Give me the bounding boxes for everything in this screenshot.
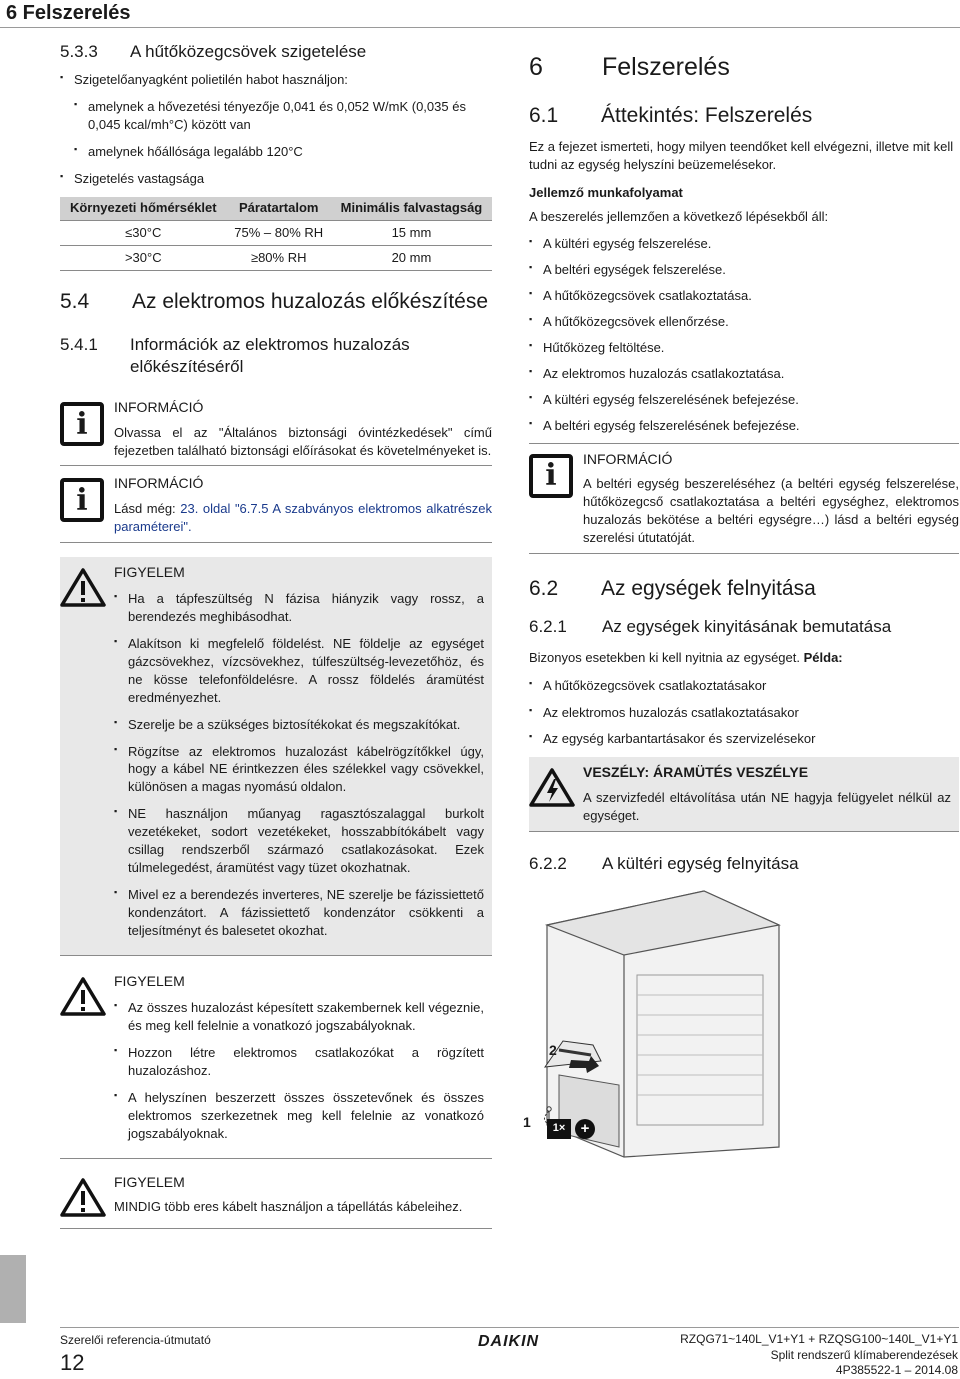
- section-title: A kültéri egység felnyitása: [602, 853, 799, 873]
- footer-models: RZQG71~140L_V1+Y1 + RZQSG100~140L_V1+Y1: [680, 1332, 958, 1346]
- table-row: [60, 221, 492, 246]
- danger-box: [529, 757, 959, 831]
- table-cell: 15 mm: [331, 221, 492, 246]
- section-number: 5.3.3: [60, 42, 98, 61]
- list-item: ▪ A hűtőközegcsövek csatlakoztatásakor: [529, 677, 959, 695]
- electric-hazard-icon: [529, 767, 575, 807]
- footer-model-info: [680, 1332, 958, 1379]
- note-text: Olvassa el az "Általános biztonsági óvintézkedések" című fejezetben található biztonsági előírásokat és követelményeket is.: [114, 424, 492, 458]
- table-header: Környezeti hőmérséklet: [60, 197, 227, 220]
- section-title: Áttekintés: Felszerelés: [601, 103, 813, 127]
- danger-title: VESZÉLY: ÁRAMÜTÉS VESZÉLYE: [583, 764, 809, 781]
- danger-text: A szervizfedél eltávolítása után NE hagyja felügyelet nélkül az egységet.: [583, 789, 951, 823]
- page-number: 12: [60, 1350, 85, 1375]
- section-number: 6.2: [529, 577, 559, 600]
- list-item: ▪ Szerelje be a szükséges biztosítékokat és megszakítókat.: [114, 716, 484, 734]
- warning-triangle-icon: [60, 976, 106, 1016]
- section-5-4-heading: [60, 289, 492, 314]
- info-icon: i: [60, 402, 104, 446]
- table-header: Páratartalom: [227, 197, 331, 220]
- open-cases-list: [529, 677, 959, 749]
- chapter-side-tab: [0, 1255, 26, 1323]
- info-note-2: [60, 468, 492, 542]
- list-item: ▪ A kültéri egység felszerelése.: [529, 235, 959, 253]
- table-header: Minimális falvastagság: [331, 197, 492, 220]
- screwdriver-plus-icon: +: [575, 1119, 595, 1139]
- list-item: ▪ amelynek a hővezetési tényezője 0,041 és 0,052 W/mK (0,035 és 0,045 kcal/mh°C) között van: [74, 98, 492, 134]
- table-cell: >30°C: [60, 245, 227, 270]
- section-title: A hűtőközegcsövek szigetelése: [130, 42, 367, 61]
- warning-title: FIGYELEM: [114, 1173, 185, 1190]
- warning-triangle-icon: [60, 567, 106, 607]
- table-row: [60, 245, 492, 270]
- warning-list: [114, 590, 484, 940]
- table-cell: 75% – 80% RH: [227, 221, 331, 246]
- list-item: ▪ Rögzítse az elektromos huzalozást kábelrögzítőkkel úgy, hogy a kábel NE érintkezzen éles szélekkel vagy csövekkel, különösen a magas nyomású oldalon.: [114, 743, 484, 797]
- list-item: ▪ Mivel ez a berendezés inverteres, NE szerelje be fázissiettető kondenzátort. A fázissiettető kondenzátor csökkenti a teljesítményt és balesetet okozhat.: [114, 886, 484, 940]
- figure-label-1: 1: [523, 1114, 531, 1131]
- list-item: ▪ NE használjon műanyag ragasztószalaggal burkolt vezetékeket, sodort vezetékeket, hosszabbítókábelt vagy csillag rendszerből származó csatlakozásokat. Ezek túlmelegedést, áramütést vagy tüzet okozhatnak.: [114, 805, 484, 877]
- section-number: 5.4.1: [60, 335, 98, 355]
- table-cell: ≤30°C: [60, 221, 227, 246]
- list-item: ▪ Alakítson ki megfelelő földelést. NE földelje az egységet gázcsövekhez, vízcsövekhez, túlfeszültség-levezetőhöz, és ne kösse telefonföldelésre. A rossz földelés áramütést eredményezhet.: [114, 635, 484, 707]
- section-5-3-3-heading: [60, 40, 492, 63]
- info-icon: i: [529, 454, 573, 498]
- note-prefix: Lásd még:: [114, 500, 181, 516]
- section-title: Felszerelés: [602, 53, 730, 81]
- warning-text: MINDIG több eres kábelt használjon a tápellátás kábeleihez.: [114, 1199, 463, 1215]
- section-6-2-1-heading: [529, 615, 959, 638]
- list-item: ▪ Szigetelés vastagsága: [60, 170, 492, 188]
- list-item: ▪ Hozzon létre elektromos csatlakozókat a rögzített huzalozáshoz.: [114, 1044, 484, 1080]
- warning-box-3: [60, 1167, 492, 1229]
- quantity-badge: 1×: [547, 1119, 571, 1139]
- table-header-row: [60, 197, 492, 220]
- list-item: ▪ Szigetelőanyagként polietilén habot használjon:: [60, 71, 492, 89]
- note-title: INFORMÁCIÓ: [114, 399, 204, 416]
- list-item: ▪ A kültéri egység felszerelésének befejezése.: [529, 391, 959, 409]
- footer-doc-number: 4P385522-1 – 2014.08: [835, 1363, 958, 1378]
- right-column: [523, 46, 959, 1165]
- workflow-steps-list: [529, 235, 959, 435]
- section-number: 6.2.1: [529, 617, 567, 637]
- section-5-4-1-heading: [60, 334, 492, 378]
- section-6-2-2-heading: [529, 852, 959, 875]
- warning-title: FIGYELEM: [114, 972, 185, 989]
- section-number: 6.2.2: [529, 853, 567, 873]
- info-note-right: [529, 443, 959, 554]
- section-title: Az egységek kinyitásának bemutatása: [602, 617, 892, 637]
- warning-list: [114, 999, 484, 1143]
- list-item: ▪ Az elektromos huzalozás csatlakoztatásakor: [529, 704, 959, 722]
- warning-box-2: [60, 966, 492, 1159]
- info-note-1: [60, 392, 492, 466]
- daikin-logo: [478, 1331, 539, 1353]
- section-number: 6: [529, 53, 543, 81]
- figure-label-2: 2: [549, 1042, 557, 1059]
- open-paragraph: [529, 649, 959, 667]
- table-cell: 20 mm: [331, 245, 492, 270]
- list-item: ▪ Az elektromos huzalozás csatlakoztatása.: [529, 365, 959, 383]
- list-item: ▪ A helyszínen beszerzett összes összetevőnek és összes elektromos szerkezetnek meg kell felelnie az vonatkozó jogszabályoknak.: [114, 1089, 484, 1143]
- list-item: ▪ A beltéri egységek felszerelése.: [529, 261, 959, 279]
- page-header: [0, 0, 960, 28]
- workflow-title: Jellemző munkafolyamat: [529, 184, 683, 200]
- list-item: ▪ amelynek hőállósága legalább 120°C: [74, 143, 492, 161]
- section-number: 6.1: [529, 103, 559, 127]
- section-6-1-heading: [529, 103, 959, 128]
- insulation-list-2: [60, 170, 492, 188]
- section-title: Az egységek felnyitása: [601, 577, 816, 600]
- warning-box-1: [60, 557, 492, 956]
- cross-reference-link[interactable]: 23. oldal "6.7.5 A szabványos elektromos alkatrészek paraméterei".: [114, 500, 492, 534]
- list-item: ▪ A hűtőközegcsövek ellenőrzése.: [529, 313, 959, 331]
- footer-product-type: Split rendszerű klímaberendezések: [770, 1347, 958, 1362]
- section-title: Információk az elektromos huzalozás előkészítéséről: [130, 335, 410, 377]
- chapter-6-heading: [529, 50, 959, 85]
- table-cell: ≥80% RH: [227, 245, 331, 270]
- list-item: ▪ A beltéri egység felszerelésének befejezése.: [529, 417, 959, 435]
- note-text: A beltéri egység beszereléséhez (a beltéri egység felszerelése, hűtőközegcső csatlakoztatása a beltéri egységhez, elektromos huzalozás bekötése a beltéri egységre…) lásd a beltéri egység szerelési útutatóját.: [583, 476, 959, 546]
- list-item: ▪ Ha a tápfeszültség N fázisa hiányzik vagy rossz, a berendezés meghibásodhat.: [114, 590, 484, 626]
- section-title: Az elektromos huzalozás előkészítése: [132, 289, 489, 313]
- list-item: ▪ Az összes huzalozást képesített szakembernek kell végeznie, és meg kell felelnie a vonatkozó jogszabályoknak.: [114, 999, 484, 1035]
- warning-triangle-icon: [60, 1177, 106, 1217]
- example-label: Példa:: [803, 649, 843, 665]
- list-item: ▪ A hűtőközegcsövek csatlakoztatása.: [529, 287, 959, 305]
- note-title: INFORMÁCIÓ: [583, 450, 673, 467]
- insulation-sublist: [74, 98, 492, 161]
- intro-paragraph: Ez a fejezet ismerteti, hogy milyen teendőket kell elvégezni, illetve mit kell tudni az egység helyszíni beüzemelésekor.: [529, 138, 954, 172]
- section-6-2-heading: [529, 576, 959, 601]
- footer-divider: [60, 1327, 959, 1328]
- section-number: 5.4: [60, 289, 90, 313]
- insulation-list: [60, 71, 492, 89]
- warning-title: FIGYELEM: [114, 563, 185, 580]
- insulation-thickness-table: [60, 197, 492, 271]
- left-column: [60, 40, 492, 1237]
- open-text: Bizonyos esetekben ki kell nyitnia az egységet.: [529, 649, 800, 665]
- outdoor-unit-illustration: [529, 885, 809, 1165]
- workflow-intro: A beszerelés jellemzően a következő lépésekből áll:: [529, 208, 829, 224]
- logo-text: DAIKIN: [478, 1333, 540, 1350]
- info-icon: i: [60, 478, 104, 522]
- list-item: ▪ Az egység karbantartásakor és szervizelésekor: [529, 730, 959, 748]
- outdoor-unit-figure: [523, 885, 809, 1165]
- footer-doc-title: Szerelői referencia-útmutató: [60, 1333, 211, 1347]
- list-item: ▪ Hűtőközeg feltöltése.: [529, 339, 959, 357]
- chapter-header-title: 6 Felszerelés: [6, 2, 131, 24]
- note-title: INFORMÁCIÓ: [114, 475, 204, 492]
